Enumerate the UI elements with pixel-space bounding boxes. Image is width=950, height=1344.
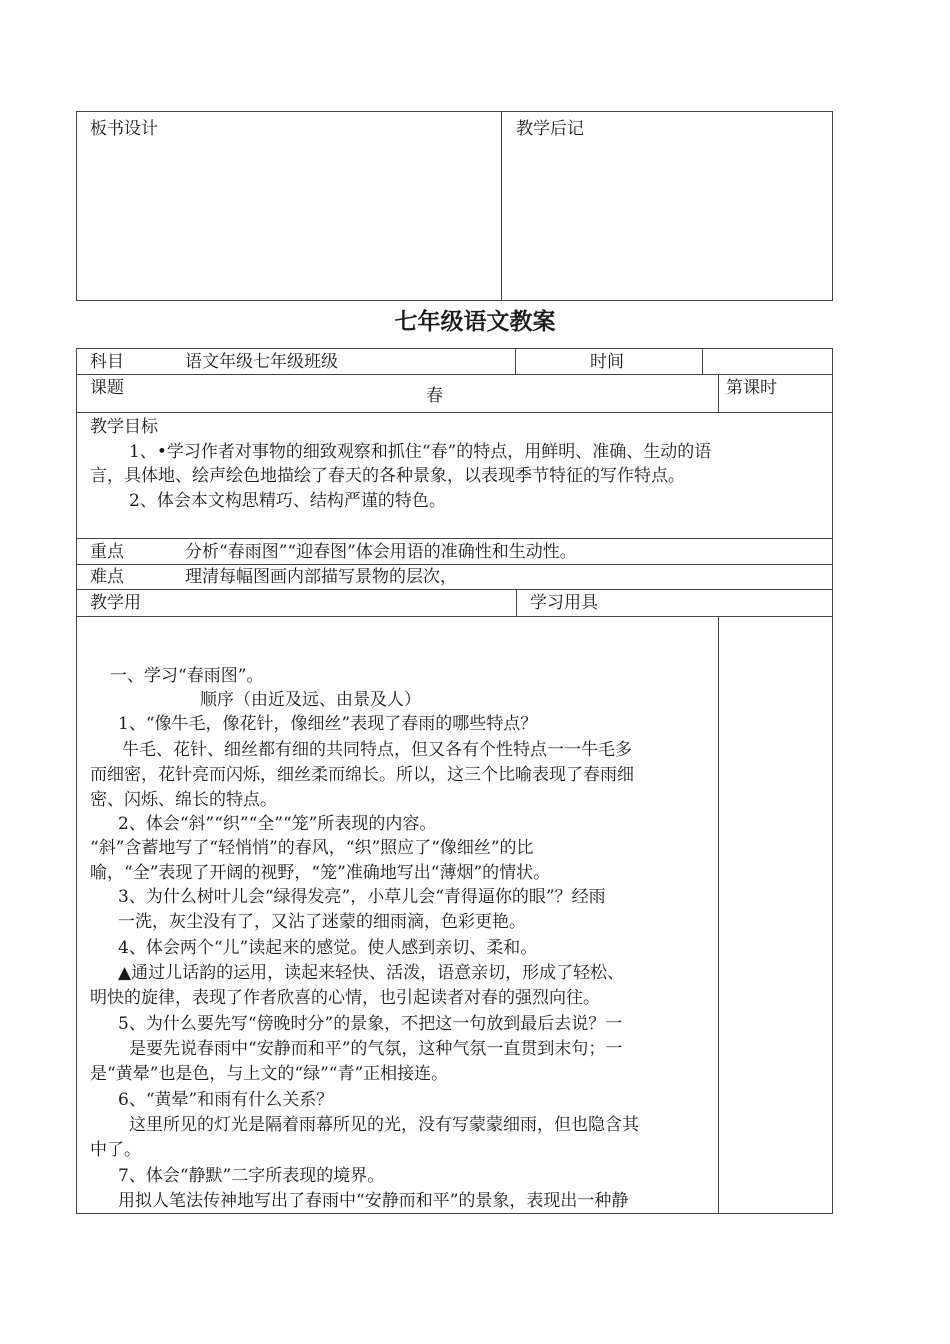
col-line-content (718, 616, 719, 1214)
teaching-notes-label: 教学后记 (516, 119, 584, 139)
content-line: 而细密，花针亮而闪烁，细丝柔而绵长。所以，这三个比喻表现了春雨细 (90, 765, 634, 785)
page-title: 七年级语文教案 (394, 309, 556, 335)
content-line: 用拟人笔法传神地写出了春雨中“安静而和平”的景象，表现出一种静 (118, 1191, 629, 1211)
content-line: 中了。 (90, 1140, 141, 1160)
key-value: 分析“春雨图”“迎春图”体会用语的准确性和生动性。 (185, 542, 577, 562)
content-line: 6、“黄晕”和雨有什么关系？ (118, 1090, 334, 1110)
key-label: 重点 (90, 542, 124, 562)
top-table-border-right (832, 111, 833, 301)
time-label: 时间 (590, 352, 624, 372)
teaching-tools-label: 教学用 (90, 593, 141, 613)
goal-line-2: 言，具体地、绘声绘色地描绘了春天的各种景象，以表现季节特征的写作特点。 (90, 466, 685, 486)
top-table-border-top (76, 111, 833, 112)
row-line-7 (76, 616, 833, 617)
period-label: 第课时 (726, 378, 777, 398)
col-line-time (702, 348, 703, 375)
board-design-label: 板书设计 (90, 119, 158, 139)
top-table-border-left (76, 111, 77, 301)
content-line: 牛毛、花针、细丝都有细的共同特点，但又各有个性特点一一牛毛多 (122, 740, 632, 760)
subject-label: 科目 (90, 352, 124, 372)
content-line: 一洗，灰尘没有了，又沾了迷蒙的细雨滴，色彩更艳。 (118, 912, 526, 932)
content-line: 是“黄晕”也是色，与上文的“绿”“青”正相接连。 (90, 1064, 449, 1084)
content-line: 明快的旋律，表现了作者欣喜的心情，也引起读者对春的强烈向往。 (90, 988, 600, 1008)
topic-label: 课题 (90, 378, 124, 398)
topic-value: 春 (426, 386, 443, 406)
row-line-4 (76, 538, 833, 539)
content-line: 喻，“全”表现了开阔的视野，“笼”准确地写出“薄烟”的情状。 (90, 863, 551, 883)
content-line: 7、体会“静默”二字所表现的境界。 (118, 1166, 385, 1186)
content-line: 5、为什么要先写“傍晚时分”的景象，不把这一句放到最后去说？一 (118, 1014, 623, 1034)
goal-line-1: 1、•学习作者对事物的细致观察和抓住“春”的特点，用鲜明、准确、生动的语 (129, 442, 712, 462)
content-line: 2、体会“斜”“织”“全”“笼”所表现的内容。 (118, 814, 437, 834)
top-table-divider (501, 111, 502, 301)
content-line: “斜”含蓄地写了“轻悄悄”的春风，“织”照应了“像细丝”的比 (90, 838, 534, 858)
subject-value: 语文年级七年级班级 (185, 352, 338, 372)
difficulty-label: 难点 (90, 567, 124, 587)
table-border-right (832, 348, 833, 1214)
top-table-border-bottom (76, 300, 833, 301)
content-line: 3、为什么树叶儿会“绿得发亮”，小草儿会“青得逼你的眼”？经雨 (118, 887, 606, 907)
goal-line-3: 2、体会本文构思精巧、结构严谨的特色。 (129, 491, 446, 511)
difficulty-value: 理清每幅图画内部描写景物的层次， (185, 567, 457, 587)
content-line: ▲通过儿话韵的运用，读起来轻快、活泼，语意亲切，形成了轻松、 (118, 963, 625, 983)
col-line-period (718, 374, 719, 413)
content-line: 是要先说春雨中“安静而和平”的气氛，这种气氛一直贯到末句；一 (129, 1039, 623, 1059)
content-line: 顺序（由近及远、由景及人） (200, 690, 421, 710)
row-line-1 (76, 348, 833, 349)
row-line-bottom (76, 1213, 833, 1214)
col-line-subject (515, 348, 516, 375)
row-line-3 (76, 412, 833, 413)
row-line-6 (76, 589, 833, 590)
goals-label: 教学目标 (90, 417, 158, 437)
row-line-2 (76, 374, 833, 375)
content-line: 1、“像牛毛，像花针，像细丝”表现了春雨的哪些特点？ (118, 714, 538, 734)
learning-tools-label: 学习用具 (530, 593, 598, 613)
col-line-tools (516, 589, 517, 617)
content-line: 密、闪烁、绵长的特点。 (90, 790, 277, 810)
content-line: 4、体会两个“儿”读起来的感觉。使人感到亲切、柔和。 (118, 938, 538, 958)
table-border-left (76, 348, 77, 1214)
content-line: 一、学习“春雨图”。 (110, 666, 264, 686)
content-line: 这里所见的灯光是隔着雨幕所见的光，没有写蒙蒙细雨，但也隐含其 (129, 1115, 639, 1135)
